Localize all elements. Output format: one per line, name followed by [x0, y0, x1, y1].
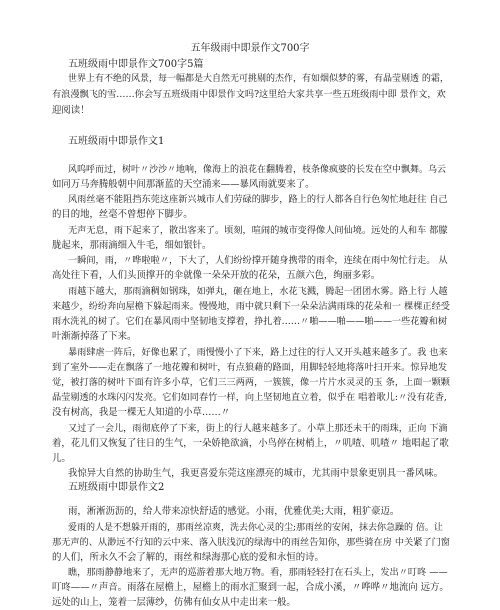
- subtitle: 五班级雨中即景作文700字5篇: [68, 59, 204, 70]
- paragraph-line: 着，花儿们又恢复了往日的生气，一朵娇艳欲滴，小鸟停在树梢上，〃叽喳、叽喳〃 地唱起了歌: [52, 438, 449, 449]
- paragraph-line: 觉，被打落的树叶下面有许多小草，它们三三两两，一簇簇，像一片片水灵灵的玉 条，上面一颗颗: [52, 377, 450, 388]
- paragraph-line: 胧起来，那雨滴细入牛毛，细如银针。: [52, 240, 212, 251]
- intro-line: 有浪漫飘飞的雪……你会写五班级雨中即景作文吗?这里给大家共享一些五班级雨中即 景作文，欢: [52, 89, 446, 100]
- paragraph-line: 暴雨肆虐一阵后，好像也累了，雨慢慢小了下来，路上过往的行人又开头越来越多了。我 也来: [68, 347, 448, 358]
- paragraph-line: 儿。: [52, 453, 71, 464]
- section-heading: 五班级雨中即景作文1: [68, 136, 165, 147]
- section-heading: 五班级雨中即景作文2: [68, 482, 165, 493]
- paragraph-line: 叶渐渐掉落了下来。: [52, 331, 137, 342]
- paragraph-line: 我惊异大自然的协助生气，我更喜爱东莞这座漂亮的城市，尤其雨中景象更别具一番风味。: [68, 468, 444, 479]
- paragraph-line: 雨水洗礼的树了。它们在暴风雨中坚韧地支撑着，挣扎着……〃啪——啪——啪——一些花瓣和树: [52, 316, 448, 327]
- document-title: 五年级雨中即景作文700字: [190, 43, 310, 54]
- paragraph-line: 雨，淅淅沥沥的，给人带来凉快舒适的感觉。小雨，优雅优美;大雨，粗犷豪迈。: [68, 506, 400, 517]
- paragraph-line: 晶莹剔透的水珠闪闪发亮。它们如同春竹一样，向上坚韧地直立着，似乎在 唱着歌儿:〃没有花香,: [52, 392, 447, 403]
- paragraph-line: 到了室外——走在飘落了一地花瓣和树叶，有点狼藉的路面，用脚轻轻地将落叶扫开来。惊异地发: [52, 362, 448, 373]
- paragraph-line: 风呜呼而过，树叶〃沙沙〃地响，像海上的浪花在翻腾着，枝条像疯婆的长发在空中飘舞。乌云: [68, 165, 447, 175]
- paragraph-line: 的目的地，丝毫不曾想停下脚步。: [52, 209, 193, 220]
- paragraph-line: 又过了一会儿，雨彻底停了下来，街上的行人越来越多了。小草上那还未干的雨珠，正向 下滴: [68, 423, 448, 434]
- paragraph-line: 雨越下越大，那雨滴稠如钢珠，如弹丸，砸在地上，水花飞溅，腾起一团团水雾。路上行 人越: [68, 286, 448, 297]
- paragraph-line: 爱雨的人是不想躲开雨的，那雨丝凉爽，洗去你心灵的尘;那雨丝的安闲，抹去你急躁的 倍。让: [68, 523, 443, 533]
- paragraph-line: 无声无息，雨下起来了，散出客来了。顷刻，喧闹的城市变得像人间仙境。远处的人和车 都朦: [68, 225, 448, 236]
- paragraph-line: 如同万马奔腾般朝中间那渐蓝的天空涌来——暴风雨就要来了。: [52, 179, 315, 190]
- paragraph-line: 瞧，那雨静静地来了，无声的巡游着那大地万物。看，那雨轻轻打在石头上，发出〃叮咚 ——: [68, 567, 448, 578]
- intro-line: 世界上有不绝的风景，每一幅都是大自然无可挑剔的杰作，有如烟似梦的雾，有晶莹剔透 的霜，: [68, 74, 449, 84]
- intro-line: 迎阅读！: [52, 105, 90, 116]
- paragraph-line: 叮咚——〃声音。雨落在屋檐上，屋檐上的雨水汇聚到一起，合成小溪，〃哗哗〃地流向 远方。: [52, 582, 449, 593]
- paragraph-line: 一瞬间，雨，〃哗啦啦〃，下大了，人们纷纷撑开随身携带的雨伞，连续在雨中匆忙行走。 从: [68, 255, 448, 266]
- paragraph-line: 没有树高，我是一棵无人知道的小草……〃: [52, 407, 231, 418]
- paragraph-line: 远处的山上，笼着一层薄纱，仿佛有仙女从中走出来一般。: [52, 597, 296, 608]
- paragraph-line: 的人们，所永久不会了解的，雨丝和绿海那心底的爱和永恒的诗。: [52, 552, 324, 563]
- paragraph-line: 那无声的、从渺远不行知的云中来、落入肤浅沉的绿海中的雨丝告知你，那些骑在房 中关紧了门窗: [52, 537, 450, 548]
- paragraph-line: 风雨丝毫不能阻挡东莞这座新兴城市人们劳碌的脚步，路上的行人都各自行色匆忙地赶往 自己: [68, 194, 448, 205]
- paragraph-line: 来越少，纷纷奔向屋檐下躲起雨来。慢慢地，雨中就只剩下一朵朵沾满雨珠的花朵和一 棵棵正经受: [52, 301, 450, 312]
- paragraph-line: 高处往下看，人们头顶撑开的伞就像一朵朵开放的花朵，五颜六色，绚丽多彩。: [52, 270, 381, 281]
